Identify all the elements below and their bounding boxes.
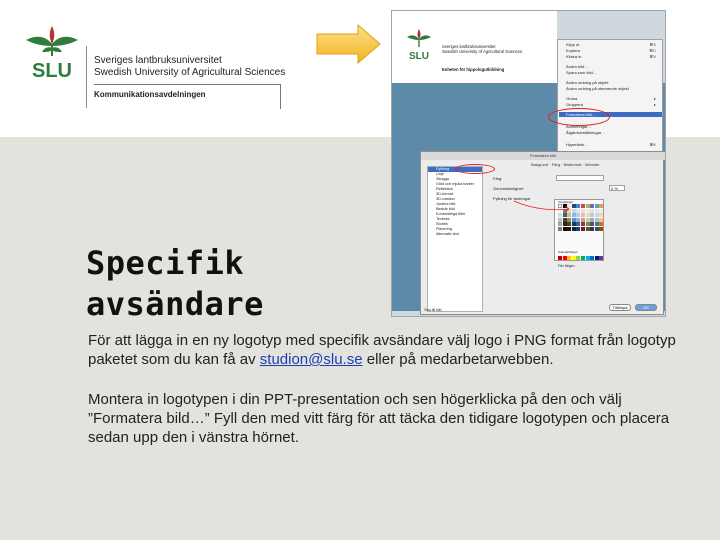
tab-background[interactable]: Bakgrund (531, 162, 549, 167)
tab-pattern[interactable]: Mönster (585, 162, 600, 167)
context-menu-item[interactable] (566, 70, 597, 75)
menu-shortcut: ⌘C (649, 48, 656, 53)
logo-divider (86, 46, 87, 108)
swatch[interactable] (595, 204, 599, 208)
swatch[interactable] (572, 204, 576, 208)
format-picture-dialog (420, 151, 664, 315)
menu-shortcut: ⌘V (649, 54, 656, 59)
menu-label: Kopiera (566, 48, 580, 53)
instruction-screenshot (391, 10, 666, 317)
swatch[interactable] (599, 222, 603, 226)
slu-logo-text: SLU (32, 60, 72, 82)
more-colors-link[interactable]: Fler färger… (558, 264, 578, 268)
swatch[interactable] (599, 209, 603, 213)
category-item[interactable]: Reflektion (436, 187, 453, 191)
apply-button[interactable]: Tillämpa (609, 304, 631, 311)
swatch[interactable] (558, 222, 562, 226)
screenshot-university-sv: Sveriges lantbruksuniversitet (442, 44, 496, 49)
category-item[interactable]: Storlek (436, 222, 448, 226)
paragraph-1-tail: eller på medarbetarwebben. (362, 351, 554, 368)
email-link[interactable]: studion@slu.se (259, 351, 363, 368)
swatch[interactable] (581, 204, 585, 208)
context-menu-item[interactable] (566, 42, 579, 47)
swatch[interactable] (563, 227, 567, 231)
swatch[interactable] (599, 218, 603, 222)
swatch[interactable] (576, 209, 580, 213)
menu-label: Animeringar… (566, 124, 592, 129)
university-name-en: Swedish University of Agricultural Sciences (94, 67, 286, 78)
swatch[interactable] (590, 256, 594, 260)
context-menu-item[interactable] (566, 80, 608, 85)
swatch[interactable] (590, 227, 594, 231)
dialog-title: Formatera bild (421, 152, 665, 160)
fill-color-label: Färg: (493, 176, 503, 181)
swatch[interactable] (581, 213, 585, 217)
category-list (427, 166, 483, 312)
menu-shortcut: ⌘K (649, 142, 656, 147)
swatch[interactable] (595, 218, 599, 222)
header-rule-vertical (280, 84, 281, 109)
menu-label: Ändra ordning på objekt (566, 80, 609, 85)
tab-color[interactable]: Färg (551, 162, 560, 167)
menu-label: Gruppera (566, 102, 583, 107)
category-item[interactable]: Konstnärliga filter (436, 212, 466, 216)
swatch[interactable] (576, 256, 580, 260)
swatch[interactable] (567, 222, 571, 226)
menu-label: Hyperlänk… (566, 142, 589, 147)
swatch[interactable] (576, 222, 580, 226)
screenshot-department: Enheten för hippologutbildning (442, 67, 505, 72)
context-menu-item[interactable] (566, 86, 629, 91)
swatch[interactable] (576, 218, 580, 222)
department-name: Kommunikationsavdelningen (94, 90, 206, 99)
context-menu-item[interactable] (566, 48, 580, 53)
dialog-tabs: Bakgrund · Färg · Bildformat · Mönster (531, 162, 600, 167)
context-menu-item[interactable] (566, 54, 581, 59)
fill-checkbox-label[interactable]: Fyllning för ändringar (493, 196, 531, 201)
swatch[interactable] (572, 256, 576, 260)
swatch[interactable] (581, 222, 585, 226)
slu-logo (22, 22, 82, 82)
highlight-ellipse (548, 108, 610, 126)
tab-picture-format[interactable]: Bildformat (563, 162, 582, 167)
swatch[interactable] (586, 204, 590, 208)
ok-button[interactable]: OK (635, 304, 657, 311)
paragraph-1 (88, 331, 688, 369)
category-item[interactable]: Alternativ text (436, 232, 460, 236)
swatch[interactable] (595, 222, 599, 226)
swatch[interactable] (572, 213, 576, 217)
swatch[interactable] (590, 218, 594, 222)
transparency-label: Genomskinlighet: (493, 186, 524, 191)
screenshot-university-en: Swedish University of Agricultural Sciences (442, 49, 523, 54)
dialog-footer-text: Visa till bild (424, 308, 442, 312)
swatch[interactable] (572, 218, 576, 222)
swatch[interactable] (572, 209, 576, 213)
swatch[interactable] (586, 256, 590, 260)
highlight-ellipse-fill (455, 164, 495, 174)
swatch[interactable] (590, 213, 594, 217)
category-item[interactable]: 3D-format (436, 192, 453, 196)
swatch[interactable] (567, 227, 571, 231)
menu-label: Ändra bild… (566, 64, 589, 69)
swatch[interactable] (581, 256, 585, 260)
category-item[interactable]: Justera bild (436, 202, 456, 206)
context-menu-item[interactable] (566, 130, 605, 135)
swatch[interactable] (595, 209, 599, 213)
category-item[interactable]: Placering (436, 227, 452, 231)
swatch[interactable] (590, 209, 594, 213)
title-line-1: Specifik (86, 244, 245, 282)
swatch[interactable] (576, 204, 580, 208)
swatch[interactable] (586, 222, 590, 226)
swatch[interactable] (581, 209, 585, 213)
swatch[interactable] (558, 227, 562, 231)
menu-shortcut: ▸ (653, 96, 656, 101)
category-item[interactable]: Skugga (436, 177, 449, 181)
header-rule (94, 84, 280, 85)
swatch[interactable] (599, 213, 603, 217)
category-item[interactable]: Textruta (436, 217, 450, 221)
university-name-sv: Sveriges lantbruksuniversitet (94, 55, 222, 66)
fill-color-select[interactable] (556, 175, 604, 181)
theme-colors-label: Temafärger (558, 200, 574, 204)
swatch[interactable] (581, 227, 585, 231)
menu-shortcut: ▸ (653, 102, 656, 107)
swatch[interactable] (586, 213, 590, 217)
right-arrow-icon (316, 24, 382, 64)
context-menu (557, 39, 663, 157)
swatch[interactable] (599, 256, 603, 260)
swatch[interactable] (581, 218, 585, 222)
university-name (94, 55, 285, 79)
menu-label: Ordna (566, 96, 578, 101)
menu-label: Klistra in (566, 54, 582, 59)
category-item[interactable]: Beskär bild (436, 207, 455, 211)
paragraph-2: Montera in logotypen i din PPT-presentation och sen högerklicka på den och välj ”Formatera bild…” Fyll den med vitt färg för att täcka den tidigare logotypen och placera sedan upp den i vänstra hörnet. (88, 391, 670, 446)
swatch[interactable] (595, 213, 599, 217)
swatch[interactable] (595, 227, 599, 231)
title-line-2: avsändare (86, 285, 264, 323)
swatch[interactable] (599, 227, 603, 231)
menu-label: Ändra ordning på oberoende objekt (566, 86, 629, 91)
swatch[interactable] (572, 227, 576, 231)
context-menu-item[interactable] (566, 64, 588, 69)
context-menu-item[interactable] (566, 142, 588, 147)
swatch[interactable] (586, 218, 590, 222)
swatch[interactable] (586, 209, 590, 213)
swatch[interactable] (558, 256, 562, 260)
category-item[interactable]: 3D-rotation (436, 197, 455, 201)
category-item[interactable]: Fyllning (428, 167, 482, 172)
menu-label: Formatera bild… (566, 112, 596, 117)
menu-label: Åtgärdsinställningar… (566, 130, 606, 135)
swatch[interactable] (595, 256, 599, 260)
swatch[interactable] (599, 204, 603, 208)
swatch[interactable] (590, 222, 594, 226)
swatch[interactable] (563, 256, 567, 260)
page-title (86, 243, 264, 325)
swatch[interactable] (586, 227, 590, 231)
swatch[interactable] (572, 222, 576, 226)
paragraph-1-text: För att lägga in en ny logotyp med specifik avsändare välj logo i PNG format från logotyp paketet som du kan få av (88, 332, 676, 368)
menu-shortcut: ⌘X (649, 42, 656, 47)
transparency-value: 0 % (611, 186, 618, 191)
standard-colors-label: Standardfärger (558, 250, 579, 254)
category-item[interactable]: Linje (436, 172, 445, 176)
context-menu-item[interactable] (566, 102, 583, 107)
menu-label: Klipp ut (566, 42, 580, 47)
category-item[interactable]: Glöd och mjuka kanter (436, 182, 474, 186)
menu-label: Spara som bild… (566, 70, 597, 75)
screenshot-university-name (442, 44, 522, 54)
swatch[interactable] (576, 227, 580, 231)
pointer-arrow (512, 189, 572, 219)
context-menu-item[interactable] (566, 96, 577, 101)
swatch[interactable] (567, 256, 571, 260)
screenshot-slu-logo (406, 27, 432, 63)
swatch[interactable] (590, 204, 594, 208)
swatch[interactable] (576, 213, 580, 217)
standard-swatches (558, 256, 603, 260)
screenshot-logo-text: SLU (409, 51, 429, 62)
swatch[interactable] (563, 222, 567, 226)
